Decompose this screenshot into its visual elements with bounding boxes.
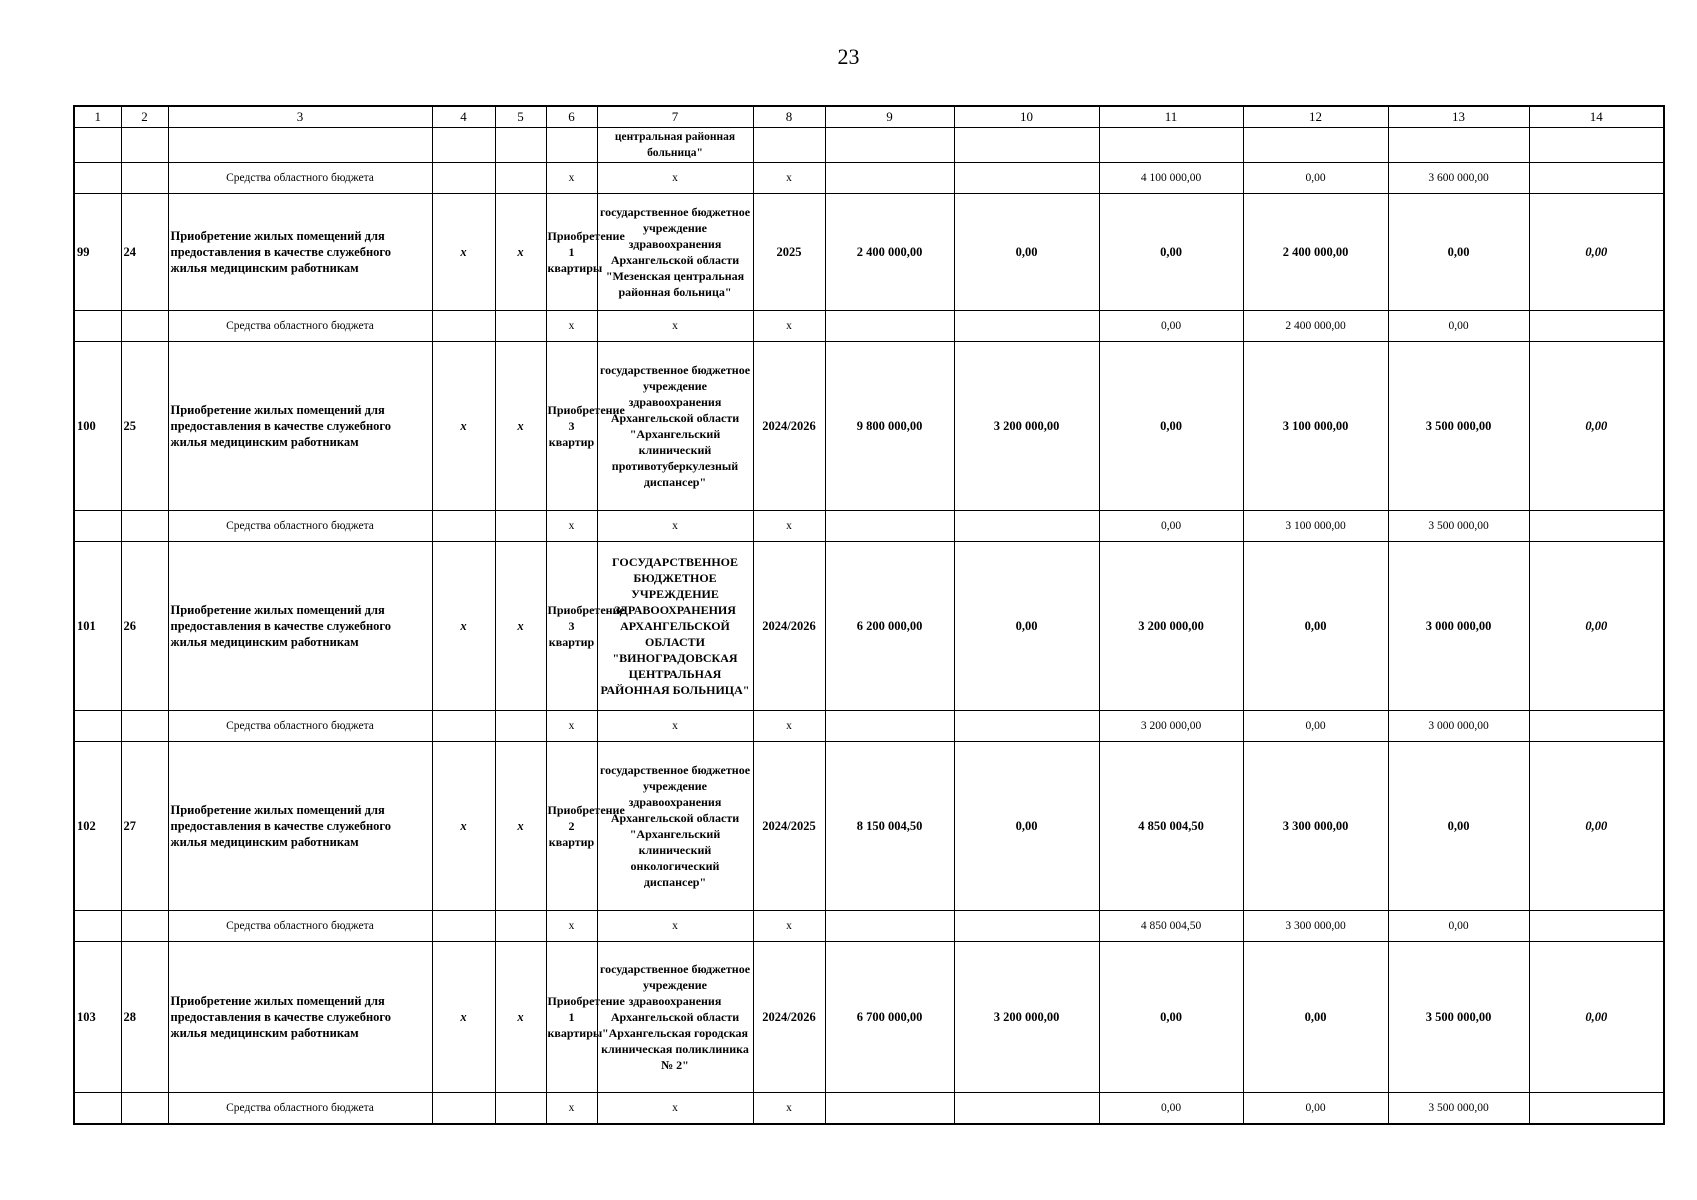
- cell-col-12: 2 400 000,00: [1243, 194, 1388, 311]
- cell-col-13: [1388, 128, 1529, 163]
- object-count: х: [546, 711, 597, 742]
- cell-col-11: 0,00: [1099, 194, 1243, 311]
- header-cell-4: 4: [432, 106, 495, 128]
- cell-col-12: 3 100 000,00: [1243, 342, 1388, 511]
- cell-col-13: 0,00: [1388, 911, 1529, 942]
- funding-source-row: [74, 711, 1664, 742]
- period: 2024/2025: [753, 742, 825, 911]
- cell-col-9: 8 150 004,50: [825, 742, 954, 911]
- header-cell-7: 7: [597, 106, 753, 128]
- row-number: [121, 1093, 168, 1125]
- cell-col-5: х: [495, 942, 546, 1093]
- description: Средства областного бюджета: [168, 311, 432, 342]
- period: 2024/2026: [753, 942, 825, 1093]
- table-body: [74, 106, 1664, 1124]
- cell-col-14: 0,00: [1529, 742, 1664, 911]
- cell-col-9: 6 200 000,00: [825, 542, 954, 711]
- cell-col-13: 3 500 000,00: [1388, 511, 1529, 542]
- cell-col-10: 0,00: [954, 742, 1099, 911]
- organization: государственное бюджетное учреждение здравоохранения Архангельской области "Мезенская центральная районная больница": [597, 194, 753, 311]
- cell-col-14: [1529, 311, 1664, 342]
- cell-col-14: [1529, 511, 1664, 542]
- cell-col-12: 0,00: [1243, 163, 1388, 194]
- object-count: Приобретение 1 квартиры: [546, 942, 597, 1093]
- cell-col-14: 0,00: [1529, 542, 1664, 711]
- organization: государственное бюджетное учреждение здравоохранения Архангельской области "Архангельская городская клиническая поликлиника № 2": [597, 942, 753, 1093]
- cell-col-4: х: [432, 342, 495, 511]
- cell-col-13: 3 500 000,00: [1388, 342, 1529, 511]
- cell-col-4: х: [432, 942, 495, 1093]
- funding-source-row: [74, 163, 1664, 194]
- object-count: Приобретение 2 квартир: [546, 742, 597, 911]
- cell-col-11: 0,00: [1099, 511, 1243, 542]
- cell-col-10: 3 200 000,00: [954, 942, 1099, 1093]
- cell-col-12: 2 400 000,00: [1243, 311, 1388, 342]
- description: Средства областного бюджета: [168, 511, 432, 542]
- cell-col-3: [168, 128, 432, 163]
- cell-col-13: 3 000 000,00: [1388, 542, 1529, 711]
- cell-col-5: [495, 511, 546, 542]
- period: 2024/2026: [753, 542, 825, 711]
- row-number: [121, 911, 168, 942]
- cell-col-11: 3 200 000,00: [1099, 711, 1243, 742]
- cell-col-4: х: [432, 542, 495, 711]
- cell-col-11: 0,00: [1099, 311, 1243, 342]
- header-cell-6: 6: [546, 106, 597, 128]
- cell-col-11: 4 100 000,00: [1099, 163, 1243, 194]
- cell-col-2: [121, 128, 168, 163]
- description: Средства областного бюджета: [168, 711, 432, 742]
- budget-table: [73, 105, 1665, 1125]
- period: х: [753, 511, 825, 542]
- description: Приобретение жилых помещений для предоставления в качестве служебного жилья медицинским работникам: [168, 742, 432, 911]
- row-index: [74, 711, 121, 742]
- cell-col-4: [432, 163, 495, 194]
- cell-col-11: 4 850 004,50: [1099, 911, 1243, 942]
- cell-col-4: [432, 711, 495, 742]
- header-cell-9: 9: [825, 106, 954, 128]
- header-cell-2: 2: [121, 106, 168, 128]
- cell-col-11: 3 200 000,00: [1099, 542, 1243, 711]
- table-row: [74, 942, 1664, 1093]
- cell-col-9: [825, 1093, 954, 1125]
- header-cell-3: 3: [168, 106, 432, 128]
- cell-col-14: [1529, 1093, 1664, 1125]
- object-count: Приобретение 3 квартир: [546, 342, 597, 511]
- cell-col-14: 0,00: [1529, 194, 1664, 311]
- cell-col-10: [954, 311, 1099, 342]
- cell-col-12: 3 300 000,00: [1243, 742, 1388, 911]
- cell-col-14: [1529, 911, 1664, 942]
- continuation-row: [74, 128, 1664, 163]
- cell-col-4: х: [432, 194, 495, 311]
- cell-col-11: 4 850 004,50: [1099, 742, 1243, 911]
- description: Средства областного бюджета: [168, 911, 432, 942]
- funding-source-row: [74, 311, 1664, 342]
- header-cell-1: 1: [74, 106, 121, 128]
- period: х: [753, 911, 825, 942]
- cell-col-4: [432, 511, 495, 542]
- cell-col-13: 3 500 000,00: [1388, 942, 1529, 1093]
- table-row: [74, 194, 1664, 311]
- cell-col-9: [825, 911, 954, 942]
- cell-col-11: 0,00: [1099, 342, 1243, 511]
- cell-col-6: [546, 128, 597, 163]
- cell-col-5: [495, 311, 546, 342]
- row-number: [121, 511, 168, 542]
- row-index: 100: [74, 342, 121, 511]
- period: 2024/2026: [753, 342, 825, 511]
- object-count: х: [546, 163, 597, 194]
- header-cell-8: 8: [753, 106, 825, 128]
- period: х: [753, 311, 825, 342]
- cell-col-10: 3 200 000,00: [954, 342, 1099, 511]
- cell-col-9: [825, 711, 954, 742]
- row-index: [74, 311, 121, 342]
- table-row: [74, 742, 1664, 911]
- cell-col-11: 0,00: [1099, 1093, 1243, 1125]
- description: Приобретение жилых помещений для предоставления в качестве служебного жилья медицинским работникам: [168, 942, 432, 1093]
- description: Средства областного бюджета: [168, 1093, 432, 1125]
- cell-col-5: [495, 1093, 546, 1125]
- organization: х: [597, 511, 753, 542]
- cell-col-14: 0,00: [1529, 942, 1664, 1093]
- cell-col-13: 3 600 000,00: [1388, 163, 1529, 194]
- cell-col-11: [1099, 128, 1243, 163]
- cell-col-5: [495, 911, 546, 942]
- organization: х: [597, 163, 753, 194]
- row-index: 102: [74, 742, 121, 911]
- period: 2025: [753, 194, 825, 311]
- period: х: [753, 163, 825, 194]
- header-cell-12: 12: [1243, 106, 1388, 128]
- cell-col-10: [954, 711, 1099, 742]
- description: Приобретение жилых помещений для предоставления в качестве служебного жилья медицинским работникам: [168, 542, 432, 711]
- cell-col-5: х: [495, 342, 546, 511]
- cell-col-12: 0,00: [1243, 942, 1388, 1093]
- header-cell-13: 13: [1388, 106, 1529, 128]
- cell-col-10: 0,00: [954, 194, 1099, 311]
- cell-col-12: 0,00: [1243, 542, 1388, 711]
- cell-col-9: [825, 511, 954, 542]
- cell-col-5: [495, 163, 546, 194]
- organization: государственное бюджетное учреждение здравоохранения Архангельской области "Архангельский клинический противотуберкулезный диспансер": [597, 342, 753, 511]
- organization: государственное бюджетное учреждение здравоохранения Архангельской области "Архангельский клинический онкологический диспансер": [597, 742, 753, 911]
- cell-col-4: [432, 311, 495, 342]
- header-cell-14: 14: [1529, 106, 1664, 128]
- row-index: [74, 511, 121, 542]
- cell-col-13: 3 000 000,00: [1388, 711, 1529, 742]
- header-cell-5: 5: [495, 106, 546, 128]
- description: Приобретение жилых помещений для предоставления в качестве служебного жилья медицинским работникам: [168, 194, 432, 311]
- page-number: 23: [837, 44, 860, 69]
- header-cell-11: 11: [1099, 106, 1243, 128]
- cell-col-10: [954, 511, 1099, 542]
- funding-source-row: [74, 511, 1664, 542]
- organization: х: [597, 311, 753, 342]
- cell-col-10: [954, 163, 1099, 194]
- funding-source-row: [74, 1093, 1664, 1125]
- row-index: 101: [74, 542, 121, 711]
- cell-col-9: 9 800 000,00: [825, 342, 954, 511]
- cell-col-10: [954, 1093, 1099, 1125]
- cell-col-9: [825, 311, 954, 342]
- table-row: [74, 342, 1664, 511]
- period: х: [753, 1093, 825, 1125]
- row-number: 25: [121, 342, 168, 511]
- cell-col-5: х: [495, 542, 546, 711]
- cell-col-10: [954, 911, 1099, 942]
- object-count: х: [546, 511, 597, 542]
- table-row: [74, 542, 1664, 711]
- description: Приобретение жилых помещений для предоставления в качестве служебного жилья медицинским работникам: [168, 342, 432, 511]
- cell-col-5: [495, 711, 546, 742]
- row-index: 99: [74, 194, 121, 311]
- cell-col-13: 0,00: [1388, 194, 1529, 311]
- row-number: 24: [121, 194, 168, 311]
- row-number: [121, 311, 168, 342]
- cell-col-9: 6 700 000,00: [825, 942, 954, 1093]
- row-number: 27: [121, 742, 168, 911]
- cell-col-12: 0,00: [1243, 711, 1388, 742]
- cell-col-13: 0,00: [1388, 742, 1529, 911]
- cell-col-8: [753, 128, 825, 163]
- row-number: 28: [121, 942, 168, 1093]
- cell-col-9: 2 400 000,00: [825, 194, 954, 311]
- cell-col-7: центральная районная больница": [597, 128, 753, 163]
- cell-col-4: [432, 128, 495, 163]
- cell-col-4: [432, 911, 495, 942]
- organization: х: [597, 911, 753, 942]
- row-number: 26: [121, 542, 168, 711]
- organization: х: [597, 1093, 753, 1125]
- row-index: 103: [74, 942, 121, 1093]
- cell-col-14: 0,00: [1529, 342, 1664, 511]
- cell-col-13: 3 500 000,00: [1388, 1093, 1529, 1125]
- cell-col-10: [954, 128, 1099, 163]
- cell-col-4: х: [432, 742, 495, 911]
- row-index: [74, 1093, 121, 1125]
- cell-col-14: [1529, 163, 1664, 194]
- cell-col-5: [495, 128, 546, 163]
- object-count: Приобретение 1 квартиры: [546, 194, 597, 311]
- cell-col-11: 0,00: [1099, 942, 1243, 1093]
- description: Средства областного бюджета: [168, 163, 432, 194]
- cell-col-5: х: [495, 742, 546, 911]
- row-index: [74, 911, 121, 942]
- cell-col-9: [825, 128, 954, 163]
- row-index: [74, 163, 121, 194]
- cell-col-14: [1529, 711, 1664, 742]
- cell-col-4: [432, 1093, 495, 1125]
- organization: ГОСУДАРСТВЕННОЕ БЮДЖЕТНОЕ УЧРЕЖДЕНИЕ ЗДРАВООХРАНЕНИЯ АРХАНГЕЛЬСКОЙ ОБЛАСТИ "ВИНОГРАДОВСКАЯ ЦЕНТРАЛЬНАЯ РАЙОННАЯ БОЛЬНИЦА": [597, 542, 753, 711]
- cell-col-13: 0,00: [1388, 311, 1529, 342]
- cell-col-12: 0,00: [1243, 1093, 1388, 1125]
- header-row: [74, 106, 1664, 128]
- period: х: [753, 711, 825, 742]
- cell-col-12: 3 300 000,00: [1243, 911, 1388, 942]
- row-number: [121, 163, 168, 194]
- cell-col-10: 0,00: [954, 542, 1099, 711]
- object-count: х: [546, 1093, 597, 1125]
- cell-col-14: [1529, 128, 1664, 163]
- row-number: [121, 711, 168, 742]
- organization: х: [597, 711, 753, 742]
- header-cell-10: 10: [954, 106, 1099, 128]
- object-count: Приобретение 3 квартир: [546, 542, 597, 711]
- cell-col-5: х: [495, 194, 546, 311]
- funding-source-row: [74, 911, 1664, 942]
- object-count: х: [546, 311, 597, 342]
- cell-col-12: [1243, 128, 1388, 163]
- cell-col-1: [74, 128, 121, 163]
- cell-col-12: 3 100 000,00: [1243, 511, 1388, 542]
- cell-col-9: [825, 163, 954, 194]
- object-count: х: [546, 911, 597, 942]
